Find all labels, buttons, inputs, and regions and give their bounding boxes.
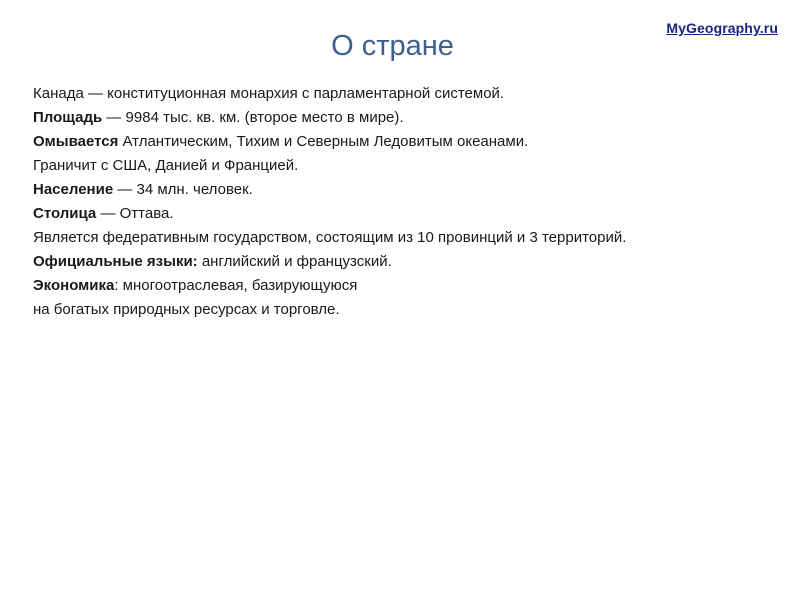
fact-text: на богатых природных ресурсах и торговле. [33, 301, 340, 318]
fact-economy-continued [33, 298, 783, 322]
fact-text: английский и французский. [197, 253, 392, 270]
fact-text: — 9984 тыс. кв. км. (второе место в мире). [102, 109, 404, 126]
fact-text: Канада — конституционная монархия с парламентарной системой. [33, 85, 505, 102]
fact-borders [33, 154, 783, 178]
fact-area [33, 106, 783, 130]
fact-label: Омывается [33, 133, 119, 150]
page-title: О стране [331, 30, 454, 62]
fact-text: : многоотраслевая, базирующуюся [114, 277, 358, 294]
fact-label: Официальные языки: [33, 253, 198, 270]
fact-federation [33, 226, 783, 250]
fact-economy [33, 274, 783, 298]
fact-text: Граничит с США, Данией и Францией. [33, 157, 299, 174]
fact-population [33, 178, 783, 202]
fact-text: — Оттава. [96, 205, 174, 222]
fact-languages [33, 250, 783, 274]
fact-oceans [33, 130, 783, 154]
site-link[interactable]: MyGeography.ru [666, 20, 778, 36]
fact-label: Экономика [33, 277, 115, 294]
fact-government [33, 82, 783, 106]
fact-text: Атлантическим, Тихим и Северным Ледовитым океанами. [118, 133, 529, 150]
fact-capital [33, 202, 783, 226]
fact-text: — 34 млн. человек. [113, 181, 253, 198]
fact-label: Население [33, 181, 114, 198]
fact-label: Площадь [33, 109, 103, 126]
fact-label: Столица [33, 205, 97, 222]
facts-list [33, 82, 783, 322]
fact-text: Является федеративным государством, состоящим из 10 провинций и 3 территорий. [33, 229, 627, 246]
